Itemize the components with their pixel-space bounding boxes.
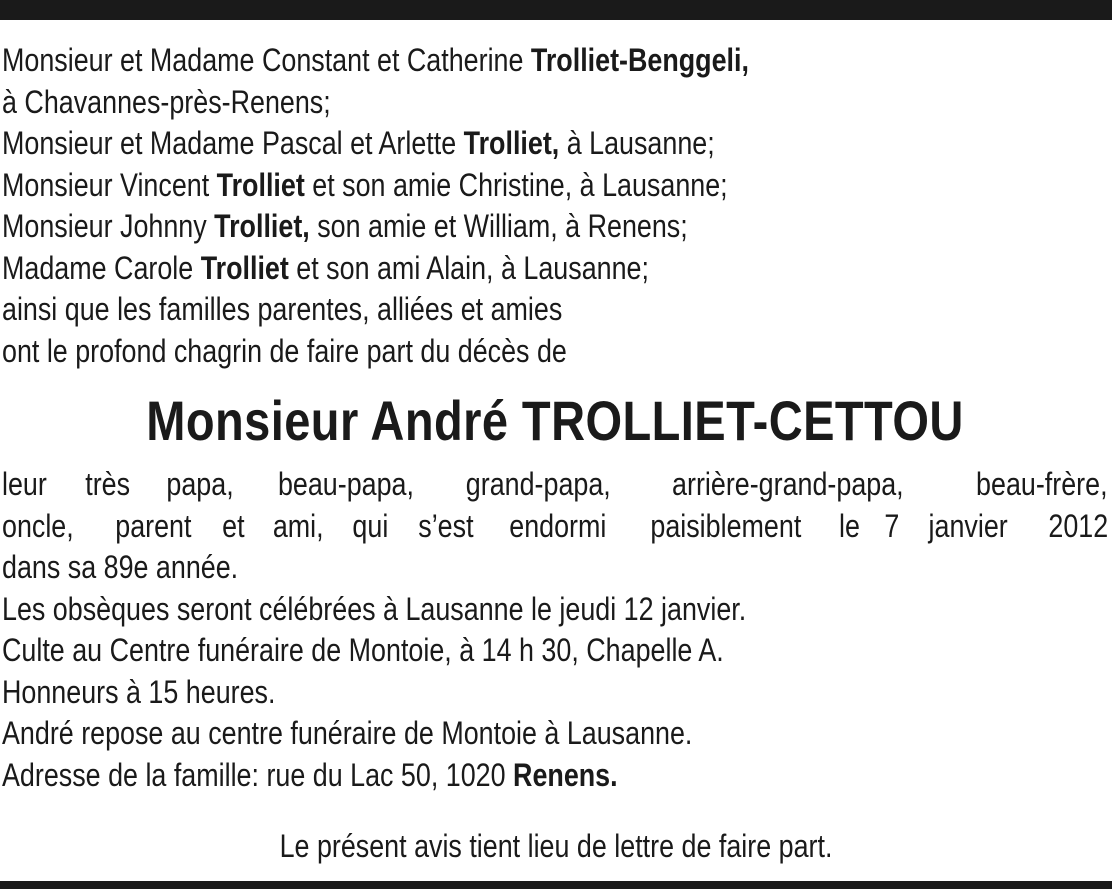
family-text: Monsieur Johnny: [2, 208, 215, 244]
family-surname: Trolliet,: [463, 125, 560, 161]
detail-line: [2, 713, 1108, 755]
tribute-word: qui: [352, 507, 389, 544]
detail-text: André repose au centre funéraire de Montoie à Lausanne.: [2, 715, 693, 751]
family-line: [2, 40, 1108, 82]
family-line: [2, 206, 1108, 248]
closing-statement: Le présent avis tient lieu de lettre de faire part.: [279, 828, 833, 864]
family-surname: Trolliet: [200, 249, 289, 286]
family-text: Monsieur et Madame Constant et Catherine: [2, 42, 531, 78]
detail-text: Honneurs à 15 heures.: [2, 673, 276, 710]
tribute-word: grand-papa,: [466, 466, 612, 502]
family-surname: Trolliet-Benggeli,: [530, 42, 749, 78]
tribute-word: papa,: [165, 466, 234, 502]
tribute-line: [2, 464, 1108, 506]
detail-text: Les obsèques seront célébrées à Lausanne le jeudi 12 janvier.: [2, 590, 747, 627]
family-surname: Trolliet,: [214, 208, 310, 244]
tribute-paragraph: [2, 464, 1108, 547]
tribute-word: endormi: [508, 507, 606, 544]
family-line: [2, 123, 1108, 165]
tribute-word: le: [838, 507, 860, 544]
detail-line: [2, 547, 1108, 589]
detail-surname: Renens.: [513, 756, 618, 793]
family-text: à Chavannes-près-Renens;: [2, 83, 331, 120]
detail-line: [2, 630, 1108, 672]
family-list: [2, 40, 1108, 372]
obituary-notice: [2, 40, 1108, 796]
tribute-word: très: [85, 466, 130, 502]
family-text: Madame Carole: [2, 249, 201, 286]
family-line: [2, 289, 1108, 331]
family-text: Monsieur et Madame Pascal et Arlette: [2, 125, 464, 161]
detail-line: [2, 589, 1108, 631]
tribute-word: paisiblement: [650, 507, 802, 544]
family-text: à Lausanne;: [559, 125, 715, 161]
family-line: [2, 248, 1108, 290]
family-text: Monsieur Vincent: [2, 166, 217, 203]
tribute-word: arrière-grand-papa,: [672, 466, 904, 502]
funeral-details: [2, 547, 1108, 796]
detail-text: Culte au Centre funéraire de Montoie, à 14 h 30, Chapelle A.: [2, 632, 724, 668]
tribute-word: et: [222, 507, 245, 544]
tribute-line: [2, 506, 1108, 548]
tribute-word: 2012: [1048, 507, 1108, 544]
deceased-name: Monsieur André TROLLIET-CETTOU: [146, 389, 964, 452]
bottom-rule: [0, 881, 1112, 889]
detail-line: [2, 672, 1108, 714]
tribute-word: janvier: [928, 507, 1009, 544]
family-line: [2, 82, 1108, 124]
tribute-word: leur: [2, 466, 47, 502]
detail-text: dans sa 89e année.: [2, 549, 239, 585]
family-surname: Trolliet: [216, 166, 305, 203]
detail-line: [2, 755, 1108, 797]
tribute-word: ami,: [272, 507, 324, 544]
tribute-word: beau-frère,: [976, 466, 1108, 502]
tribute-word: parent: [115, 507, 192, 544]
tribute-word: oncle,: [2, 507, 74, 544]
tribute-word: beau-papa,: [277, 466, 414, 502]
family-line: [2, 331, 1108, 373]
detail-text: Adresse de la famille: rue du Lac 50, 1020: [2, 756, 514, 793]
tribute-word: s’est: [418, 507, 474, 544]
tribute-word: 7: [884, 507, 900, 544]
family-text: et son amie Christine, à Lausanne;: [304, 166, 728, 203]
family-text: son amie et William, à Renens;: [309, 208, 688, 244]
family-text: et son ami Alain, à Lausanne;: [288, 249, 649, 286]
family-text: ainsi que les familles parentes, alliées et amies: [2, 291, 563, 327]
family-line: [2, 165, 1108, 207]
top-rule: [0, 0, 1112, 20]
family-text: ont le profond chagrin de faire part du décès de: [2, 332, 567, 369]
